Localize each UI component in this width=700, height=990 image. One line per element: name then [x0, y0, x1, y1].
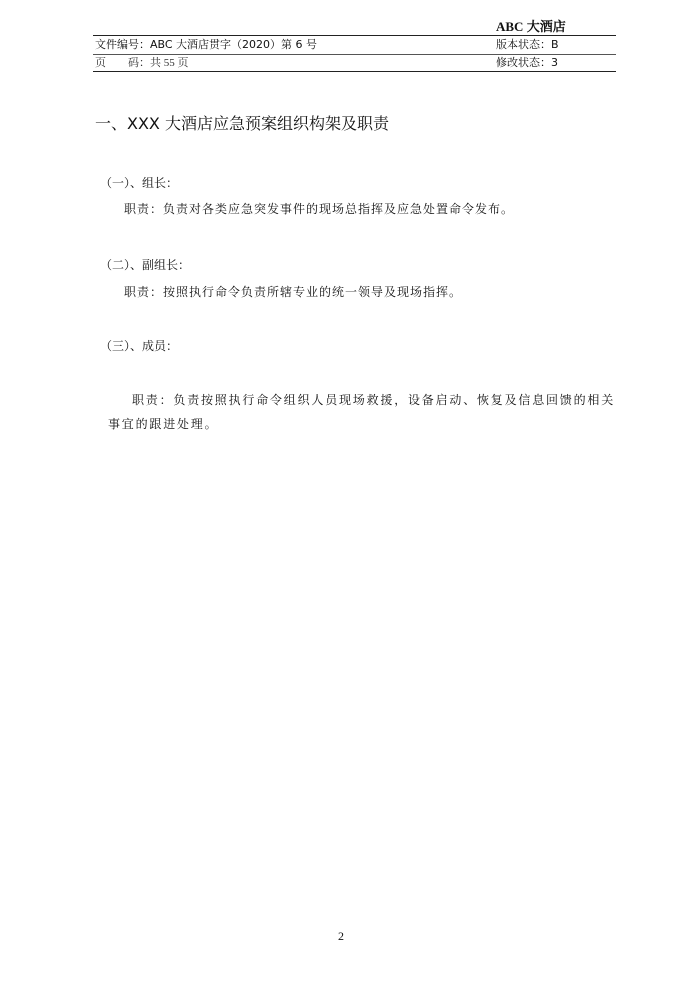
- header-divider-top: [93, 35, 616, 36]
- section-heading-members: （三）、成员：: [100, 339, 179, 353]
- header-divider-bottom: [93, 71, 616, 72]
- section-duty-leader: 职责：负责对各类应急突发事件的现场总指挥及应急处置命令发布。: [124, 202, 515, 216]
- page-count: 页 码：共 55 页: [95, 57, 189, 69]
- version-status: 版本状态：B: [496, 38, 559, 51]
- section-heading-deputy: （二）、副组长：: [100, 258, 191, 272]
- header-divider-middle: [93, 54, 616, 55]
- doc-number: 文件编号：ABC 大酒店贯字（2020）第 6 号: [95, 38, 318, 51]
- section-duty-members: 职责：负责按照执行命令组织人员现场救援，设备启动、恢复及信息回馈的相关事宜的跟进处理。: [108, 393, 616, 431]
- page-number: 2: [338, 929, 344, 943]
- revision-status: 修改状态：3: [496, 56, 558, 69]
- section-title: 一、XXX 大酒店应急预案组织构架及职责: [95, 114, 389, 133]
- section-duty-deputy: 职责：按照执行命令负责所辖专业的统一领导及现场指挥。: [124, 285, 463, 299]
- hotel-name: ABC 大酒店: [496, 19, 566, 34]
- section-heading-leader: （一）、组长：: [100, 176, 179, 190]
